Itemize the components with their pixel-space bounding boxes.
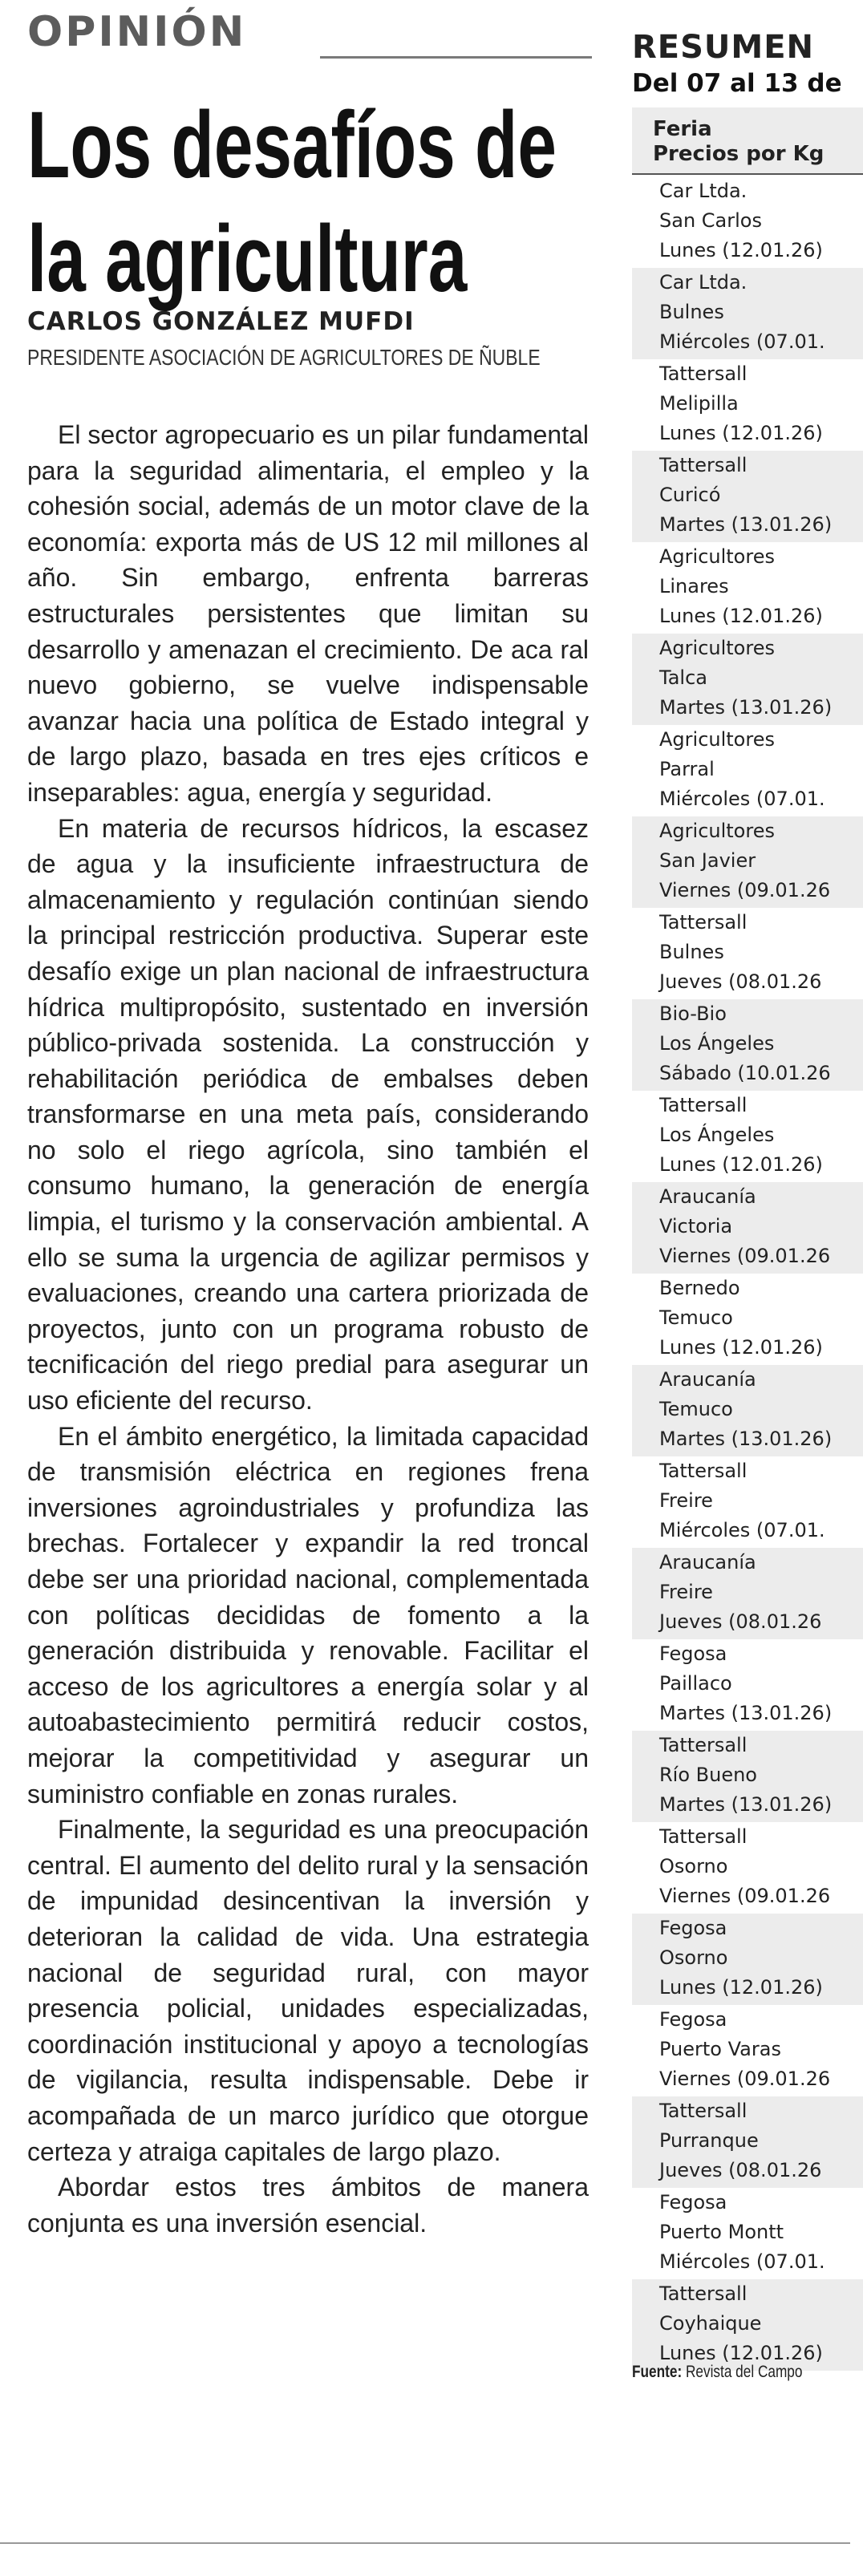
source-label: Fuente: xyxy=(632,2363,683,2381)
table-row xyxy=(632,2279,863,2371)
feria-location: San Carlos xyxy=(659,209,762,232)
feria-date: Lunes (12.01.26) xyxy=(659,1976,823,1999)
feria-name: Tattersall xyxy=(659,1460,748,1482)
feria-date: Lunes (12.01.26) xyxy=(659,239,823,261)
table-row xyxy=(632,1639,863,1731)
header-precios: Precios por Kg xyxy=(653,142,825,166)
feria-name: Agricultores xyxy=(659,637,775,659)
feria-name: Tattersall xyxy=(659,2100,748,2122)
section-header xyxy=(27,8,589,56)
table-row xyxy=(632,176,863,268)
table-row xyxy=(632,2005,863,2096)
feria-location: Los Ángeles xyxy=(659,1032,775,1055)
feria-name: Tattersall xyxy=(659,1825,748,1848)
feria-name: Tattersall xyxy=(659,1734,748,1756)
resumen-date-range: Del 07 al 13 de xyxy=(632,69,842,98)
feria-date: Martes (13.01.26) xyxy=(659,513,833,536)
author-role: PRESIDENTE ASOCIACIÓN DE AGRICULTORES DE ÑUBLE xyxy=(27,345,541,370)
paragraph: En materia de recursos hídricos, la escasez de agua y la insuficiente infraestructura de almacenamiento y regulación continúan siendo la principal restricción productiva. Superar este desafío exige un plan nacional de infraestructura hídrica multipropósito, sustentado en inversión público-privada sostenida. La construcción y rehabilitación periódica de embalses deben transformarse en una meta país, considerando no solo el riego agrícola, sino también el consumo humano, la generación de energía limpia, el turismo y la conservación ambiental. A ello se suma la urgencia de agilizar permisos y evaluaciones, creando una cartera priorizada de proyectos, junto con un programa robusto de tecnificación del riego predial para asegurar un uso eficiente del recurso. xyxy=(27,813,589,1416)
feria-location: Bulnes xyxy=(659,941,724,963)
feria-date: Viernes (09.01.26 xyxy=(659,879,831,901)
paragraph: En el ámbito energético, la limitada capacidad de transmisión eléctrica en regiones frena inversiones agroindustriales y profundiza las brechas. Fortalecer y expandir la red troncal debe ser una prioridad nacional, complementada con políticas decididas de fomento a la generación distribuida y renovable. Facilitar el acceso de los agricultores a energía solar y al autoabastecimiento permitirá reducir costos, mejorar la competitividad y asegurar un suministro confiable en zonas rurales. xyxy=(27,1421,589,1808)
feria-location: Talca xyxy=(659,666,707,689)
table-row xyxy=(632,2188,863,2279)
feria-name: Bio-Bio xyxy=(659,1002,727,1025)
feria-date: Viernes (09.01.26 xyxy=(659,1885,831,1907)
feria-table xyxy=(632,176,863,2371)
feria-date: Miércoles (07.01. xyxy=(659,1519,825,1541)
feria-location: Temuco xyxy=(659,1398,733,1420)
feria-location: Freire xyxy=(659,1581,713,1603)
feria-name: Araucanía xyxy=(659,1185,756,1208)
feria-date: Miércoles (07.01. xyxy=(659,330,825,353)
feria-location: Curicó xyxy=(659,484,721,506)
paragraph: Finalmente, la seguridad es una preocupación central. El aumento del delito rural y la sensación de impunidad desincentivan la inversión y deterioran la calidad de vida. Una estrategia nacional de seguridad rural, con mayor presencia policial, unidades especializadas, coordinación institucional y apoyo a tecnologías de vigilancia, resulta indispensable. Debe ir acompañada de un marco jurídico que otorgue certeza y atraiga capitales de largo plazo. xyxy=(27,1815,589,2166)
table-row xyxy=(632,908,863,999)
feria-date: Lunes (12.01.26) xyxy=(659,422,823,444)
table-row xyxy=(632,1365,863,1456)
feria-location: Freire xyxy=(659,1489,713,1512)
paragraph: El sector agropecuario es un pilar fundamental para la seguridad alimentaria, el empleo y la cohesión social, además de un motor clave de la economía: exporta más de US 12 mil millones al año. Sin embargo, enfrenta barreras estructurales persistentes que limitan su desarrollo y amenazan el crecimiento. De aca ral nuevo gobierno, se vuelve indispensable avanzar hacia una política de Estado integral y de largo plazo, basada en tres ejes críticos e inseparables: agua, energía y seguridad. xyxy=(27,420,589,807)
table-row xyxy=(632,725,863,816)
feria-date: Miércoles (07.01. xyxy=(659,788,825,810)
resumen-title: RESUMEN xyxy=(632,29,815,66)
table-header xyxy=(632,107,863,175)
table-row xyxy=(632,1731,863,1822)
feria-name: Fegosa xyxy=(659,1642,727,1665)
feria-name: Bernedo xyxy=(659,1277,740,1299)
headline-line-1: Los desafíos de xyxy=(27,92,557,198)
feria-date: Martes (13.01.26) xyxy=(659,1428,833,1450)
feria-name: Tattersall xyxy=(659,454,748,476)
table-row xyxy=(632,542,863,634)
feria-date: Viernes (09.01.26 xyxy=(659,2068,831,2090)
feria-location: Bulnes xyxy=(659,301,724,323)
feria-location: Osorno xyxy=(659,1855,728,1877)
headline-line-2: la agricultura xyxy=(27,206,468,312)
feria-date: Jueves (08.01.26 xyxy=(659,2159,822,2181)
feria-name: Fegosa xyxy=(659,2191,727,2213)
source-text: Revista del Campo xyxy=(685,2363,803,2381)
table-row xyxy=(632,1091,863,1182)
table-row xyxy=(632,634,863,725)
table-row xyxy=(632,999,863,1091)
feria-date: Lunes (12.01.26) xyxy=(659,2342,823,2364)
feria-date: Viernes (09.01.26 xyxy=(659,1245,831,1267)
feria-location: San Javier xyxy=(659,849,756,872)
feria-location: Temuco xyxy=(659,1306,733,1329)
feria-date: Jueves (08.01.26 xyxy=(659,1610,822,1633)
feria-name: Araucanía xyxy=(659,1551,756,1574)
section-label: OPINIÓN xyxy=(27,8,247,56)
feria-name: Fegosa xyxy=(659,2008,727,2031)
headline xyxy=(27,88,557,316)
feria-location: Los Ángeles xyxy=(659,1124,775,1146)
table-row xyxy=(632,1548,863,1639)
feria-name: Tattersall xyxy=(659,363,748,385)
feria-name: Agricultores xyxy=(659,545,775,568)
author-name: CARLOS GONZÁLEZ MUFDI xyxy=(27,307,415,336)
feria-date: Martes (13.01.26) xyxy=(659,1702,833,1724)
feria-date: Lunes (12.01.26) xyxy=(659,605,823,627)
feria-name: Tattersall xyxy=(659,1094,748,1116)
bottom-rule xyxy=(0,2542,850,2544)
table-row xyxy=(632,1822,863,1914)
feria-location: Paillaco xyxy=(659,1672,732,1695)
feria-location: Río Bueno xyxy=(659,1764,757,1786)
feria-location: Victoria xyxy=(659,1215,733,1237)
feria-date: Lunes (12.01.26) xyxy=(659,1153,823,1176)
feria-location: Purranque xyxy=(659,2129,759,2152)
feria-name: Car Ltda. xyxy=(659,271,748,294)
feria-location: Coyhaique xyxy=(659,2312,762,2335)
table-row xyxy=(632,1274,863,1365)
table-row xyxy=(632,1456,863,1548)
feria-location: Puerto Montt xyxy=(659,2221,784,2243)
feria-name: Araucanía xyxy=(659,1368,756,1391)
feria-location: Osorno xyxy=(659,1946,728,1969)
table-row xyxy=(632,1914,863,2005)
feria-location: Puerto Varas xyxy=(659,2038,781,2060)
feria-date: Sábado (10.01.26 xyxy=(659,1062,831,1084)
feria-name: Tattersall xyxy=(659,911,748,934)
resumen-sidebar xyxy=(632,0,863,2576)
paragraph: Abordar estos tres ámbitos de manera conjunta es una inversión esencial. xyxy=(27,2173,589,2238)
section-rule xyxy=(320,56,592,59)
feria-name: Agricultores xyxy=(659,728,775,751)
feria-date: Miércoles (07.01. xyxy=(659,2250,825,2273)
table-row xyxy=(632,451,863,542)
feria-location: Linares xyxy=(659,575,729,597)
feria-date: Martes (13.01.26) xyxy=(659,696,833,719)
header-feria: Feria xyxy=(653,117,712,141)
feria-name: Fegosa xyxy=(659,1917,727,1939)
table-row xyxy=(632,359,863,451)
feria-date: Lunes (12.01.26) xyxy=(659,1336,823,1359)
source-note xyxy=(632,2363,802,2382)
feria-name: Agricultores xyxy=(659,820,775,842)
feria-date: Martes (13.01.26) xyxy=(659,1793,833,1816)
table-row xyxy=(632,268,863,359)
article-body xyxy=(27,417,589,2241)
feria-name: Tattersall xyxy=(659,2282,748,2305)
table-row xyxy=(632,1182,863,1274)
table-row xyxy=(632,2096,863,2188)
feria-location: Melipilla xyxy=(659,392,739,415)
feria-date: Jueves (08.01.26 xyxy=(659,970,822,993)
table-row xyxy=(632,816,863,908)
feria-name: Car Ltda. xyxy=(659,180,748,202)
feria-location: Parral xyxy=(659,758,715,780)
